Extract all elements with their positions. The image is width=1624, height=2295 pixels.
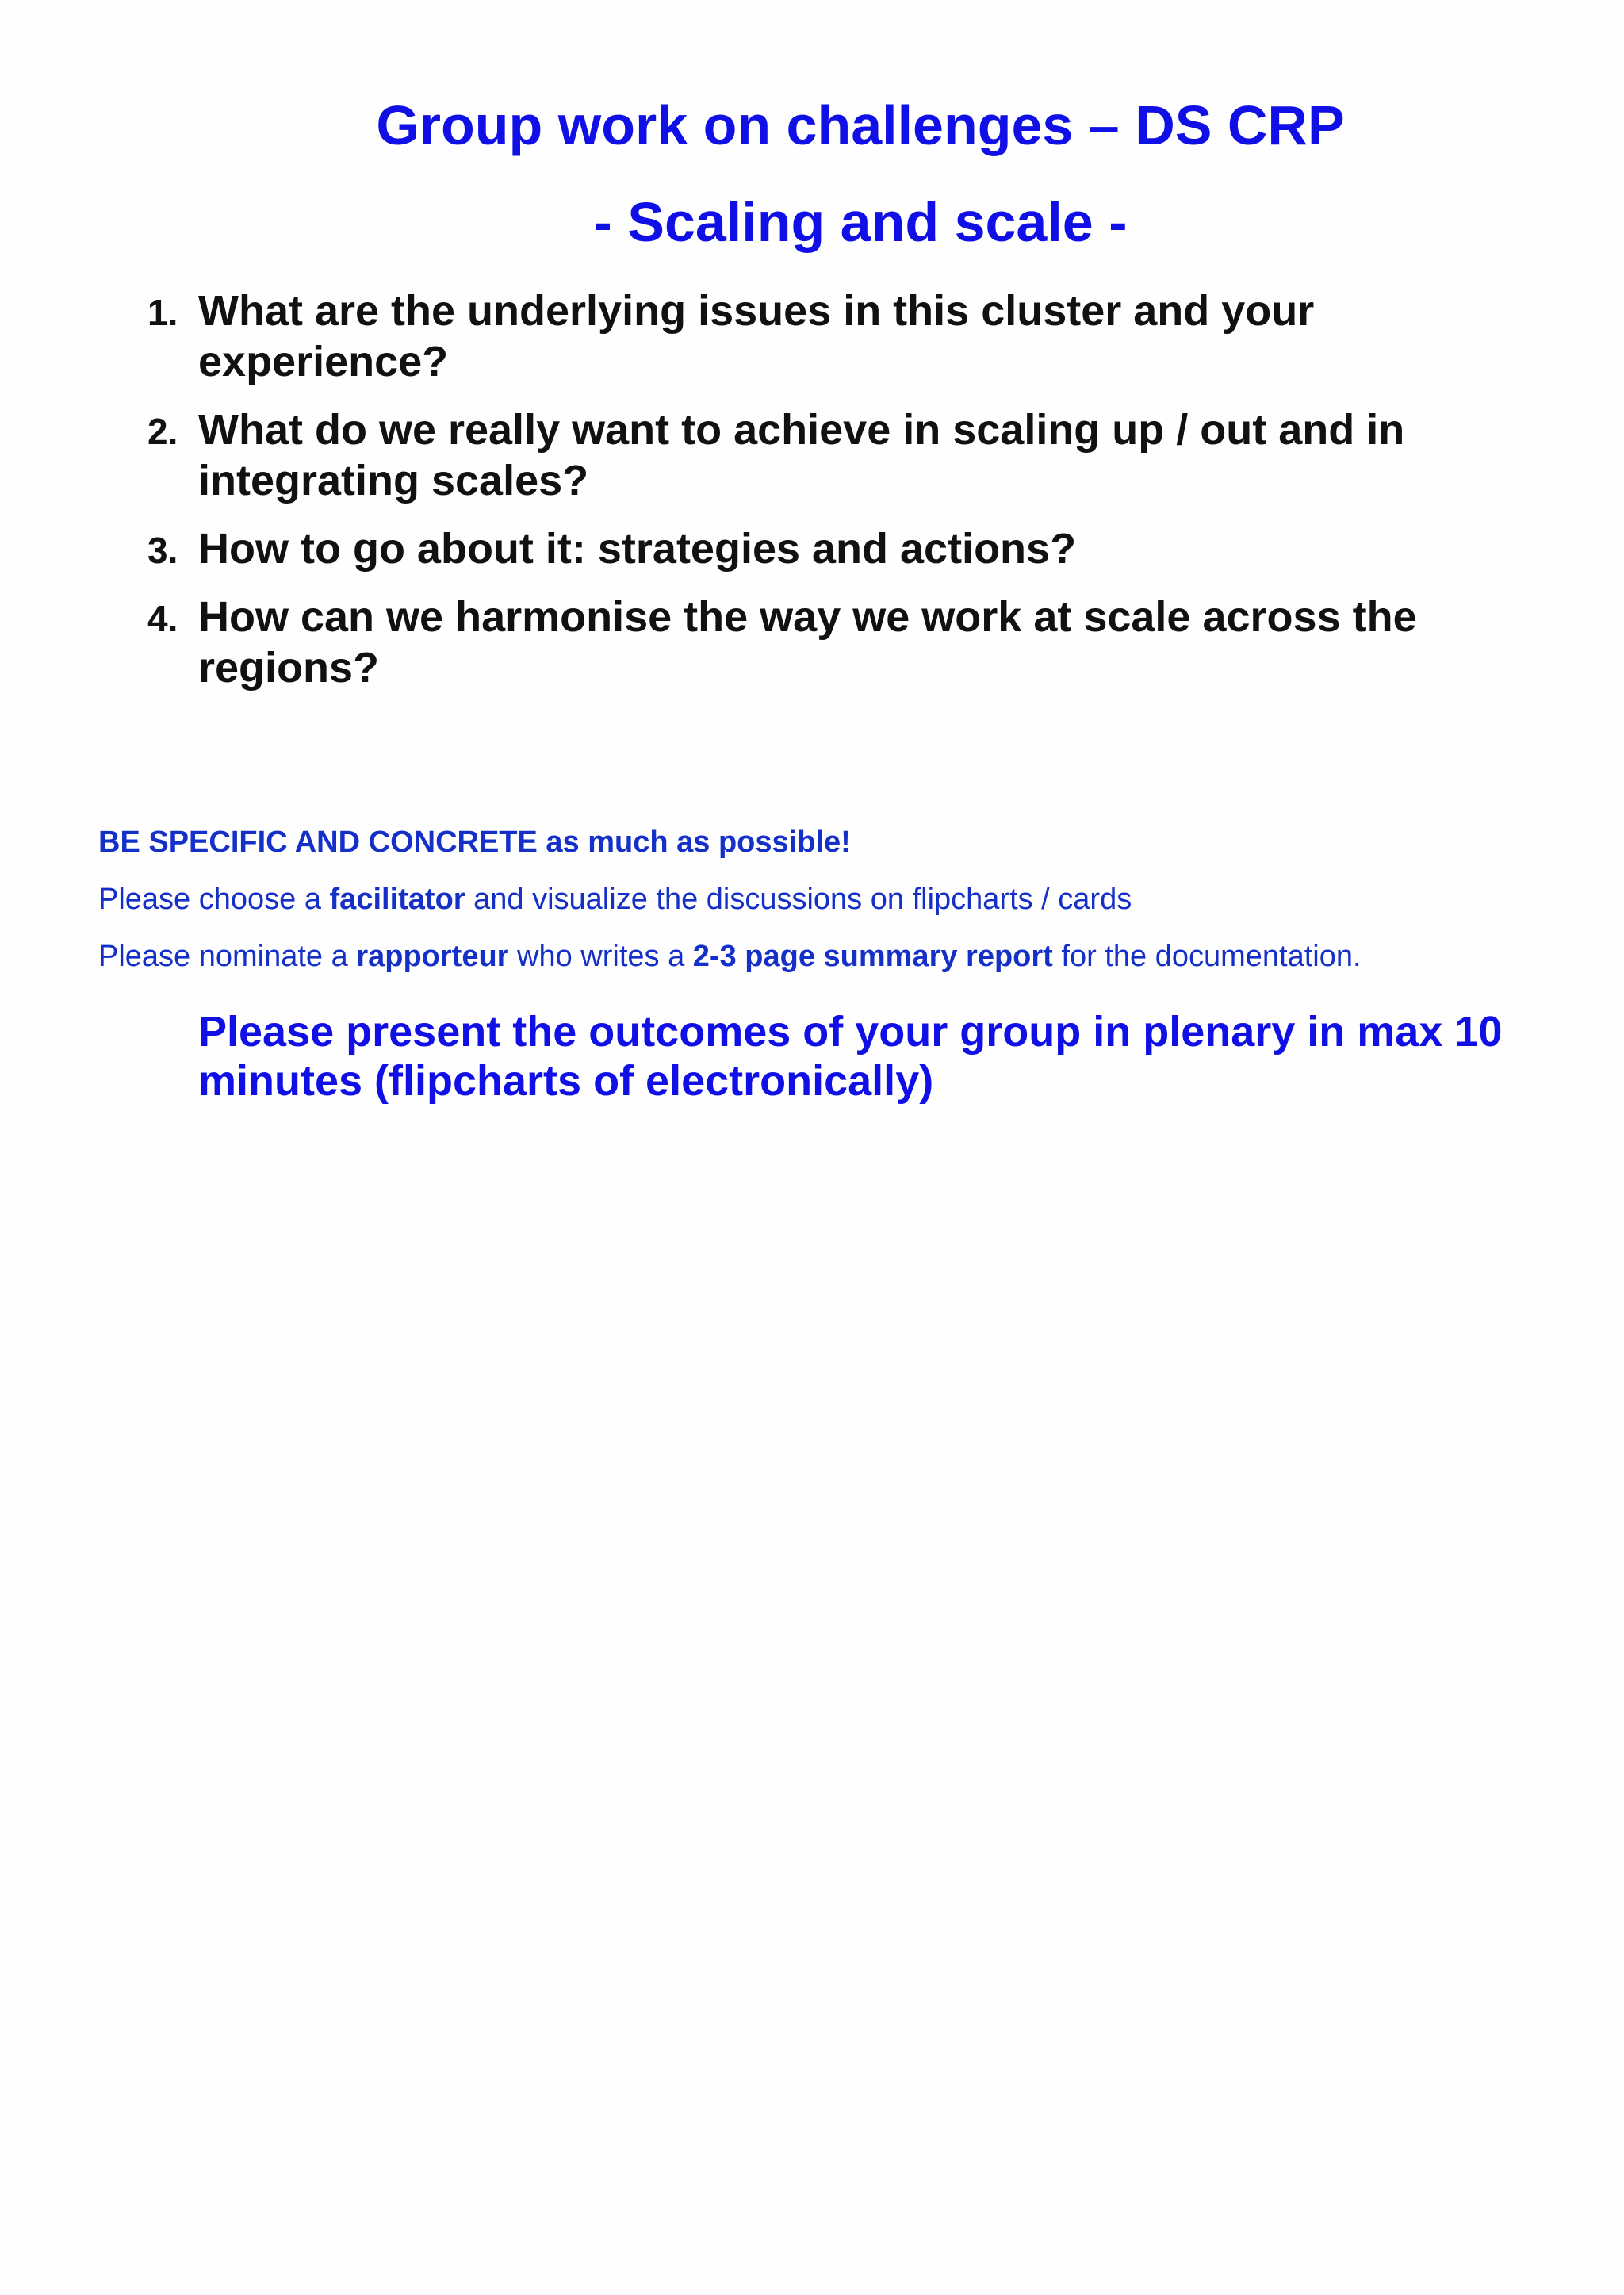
question-number: 4. xyxy=(147,598,178,639)
list-item xyxy=(147,592,1527,693)
question-text: How can we harmonise the way we work at scale across the regions? xyxy=(198,593,1417,692)
list-item xyxy=(147,404,1527,506)
presentation-note: Please present the outcomes of your group in plenary in max 10 minutes (flipcharts of electronically) xyxy=(198,1008,1503,1105)
question-text: What are the underlying issues in this cluster and your experience? xyxy=(198,287,1315,385)
page-subtitle: - Scaling and scale - xyxy=(593,191,1128,253)
question-number: 3. xyxy=(147,530,178,571)
list-item xyxy=(147,285,1527,387)
instruction-emphasis: 2-3 page summary report xyxy=(692,940,1053,973)
instruction-emphasis: facilitator xyxy=(329,883,465,916)
instruction-text: Please nominate a xyxy=(98,940,357,973)
instruction-text: and visualize the discussions on flipcharts / cards xyxy=(465,883,1132,916)
instruction-rapporteur xyxy=(98,939,1362,974)
instruction-text: for the documentation. xyxy=(1052,940,1362,973)
instruction-specific: BE SPECIFIC AND CONCRETE as much as possible! xyxy=(98,826,851,859)
instruction-emphasis: rapporteur xyxy=(356,940,509,973)
instruction-facilitator xyxy=(98,882,1132,917)
list-item xyxy=(147,523,1527,574)
instruction-text: Please choose a xyxy=(98,883,330,916)
question-text: How to go about it: strategies and actions? xyxy=(198,525,1077,573)
question-number: 1. xyxy=(147,292,178,333)
question-number: 2. xyxy=(147,411,178,452)
instruction-text: who writes a xyxy=(508,940,693,973)
question-text: What do we really want to achieve in scaling up / out and in integrating scales? xyxy=(198,406,1405,504)
question-list xyxy=(147,285,1527,711)
page-title: Group work on challenges – DS CRP xyxy=(376,94,1345,156)
